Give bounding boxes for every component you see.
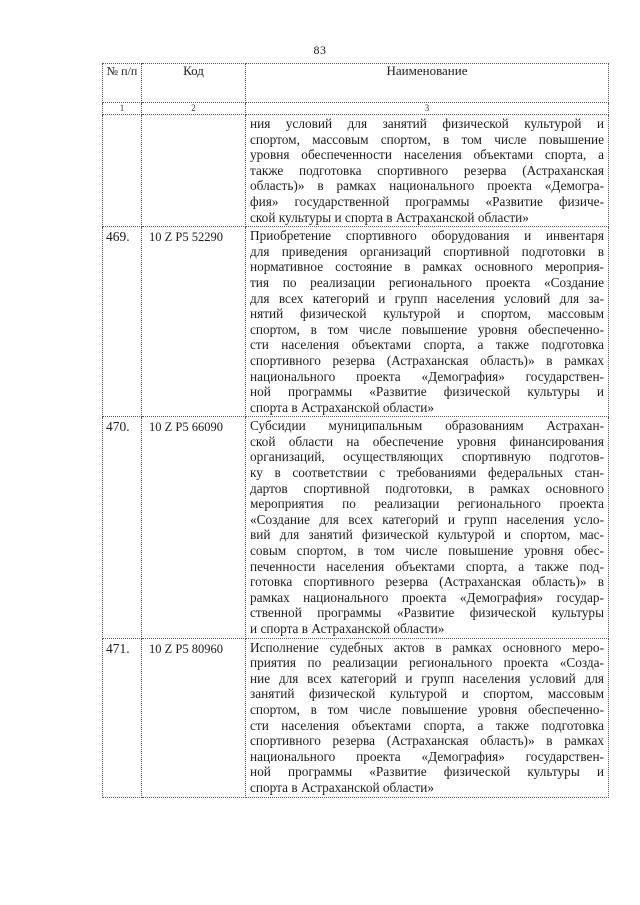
page-number: 83	[313, 43, 327, 57]
row-name-line: готовка спортивного резерва (Астраханская область)» в	[250, 574, 604, 590]
row-name-line: область)» в рамках национального проекта «Демогра-	[250, 178, 604, 194]
column-index-3: 3	[246, 103, 609, 115]
row-number: 471.	[103, 638, 142, 797]
row-name-line: вий для занятий физической культурой и спортом, мас-	[250, 527, 604, 543]
row-code: 10 Z P5 66090	[142, 417, 246, 638]
row-name	[246, 115, 609, 227]
header-name: Наименование	[246, 64, 609, 103]
row-name-line: спортом, в том числе повышение уровня обеспеченно-	[250, 701, 604, 717]
column-index-2: 2	[142, 103, 246, 115]
row-name-line: тия по реализации регионального проекта «Создание	[250, 274, 604, 290]
header-number: № п/п	[103, 64, 142, 103]
table-row	[103, 417, 609, 638]
table-row	[103, 638, 609, 797]
row-name-line: ной программы «Развитие физической культуры и	[250, 384, 604, 400]
row-name-line: спортом, в том числе повышение уровня обеспеченно-	[250, 321, 604, 337]
row-name-line: рамках национального проекта «Демография» государ-	[250, 589, 604, 605]
row-name-line: спорта в Астраханской области»	[250, 779, 435, 795]
row-name-line: Исполнение судебных актов в рамках основного меро-	[250, 639, 604, 655]
row-name-line: также подготовка спортивного резерва (Астраханская	[250, 162, 604, 178]
row-name-line: приятия по реализации регионального проекта «Созда-	[250, 655, 604, 671]
row-name-line: ние для всех категорий и групп населения условий для	[250, 670, 604, 686]
row-name-line: сти населения объектами спорта, а также подготовка	[250, 337, 604, 353]
row-code: 10 Z P5 80960	[142, 638, 246, 797]
row-name-line: занятий физической культурой и спортом, массовым	[250, 686, 604, 702]
row-name-line: ной программы «Развитие физической культуры и	[250, 764, 604, 780]
row-name-line: ской культуры и спорта в Астраханской области»	[250, 209, 529, 225]
column-index-row	[103, 103, 609, 115]
row-name	[246, 638, 609, 797]
row-name-line: спортивного резерва (Астраханская область)» в рамках	[250, 352, 604, 368]
row-name-line: дартов спортивной подготовки, в рамках основного	[250, 480, 604, 496]
row-number	[103, 115, 142, 227]
row-name-line: ственной программы «Развитие физической культуры	[250, 605, 604, 621]
budget-classification-table	[102, 63, 609, 798]
row-name-line: совым спортом, в том числе повышение уровня обес-	[250, 543, 604, 559]
header-code: Код	[142, 64, 246, 103]
row-name-line: нятий физической культурой и спортом, массовым	[250, 306, 604, 322]
row-name-line: спортом, массовым спортом, в том числе повышение	[250, 131, 604, 147]
row-name-line: национального проекта «Демография» государствен-	[250, 748, 604, 764]
table-row	[103, 115, 609, 227]
row-name-line: национального проекта «Демография» государствен-	[250, 368, 604, 384]
row-code: 10 Z P5 52290	[142, 227, 246, 417]
row-number: 470.	[103, 417, 142, 638]
row-name-line: сти населения объектами спорта, а также подготовка	[250, 717, 604, 733]
row-name-line: ку в соответствии с требованиями федеральных стан-	[250, 465, 604, 481]
column-index-1: 1	[103, 103, 142, 115]
row-name-line: и спорта в Астраханской области»	[250, 621, 445, 636]
row-name-line: «Создание для всех категорий и групп населения усло-	[250, 511, 604, 527]
row-name-line: Субсидии муниципальным образованиям Астрахан-	[250, 418, 604, 434]
row-name-line: ской области на обеспечение уровня финансирования	[250, 433, 604, 449]
row-name-line: мероприятия по реализации регионального проекта	[250, 496, 604, 512]
row-name	[246, 227, 609, 417]
row-name	[246, 417, 609, 638]
table-row	[103, 227, 609, 417]
row-name-line: для всех категорий и групп населения условий для за-	[250, 290, 604, 306]
row-code	[142, 115, 246, 227]
row-name-line: фия» государственной программы «Развитие физиче-	[250, 193, 604, 209]
row-name-line: для приведения организаций спортивной подготовки в	[250, 243, 604, 259]
row-name-line: спорта в Астраханской области»	[250, 399, 435, 415]
row-name-line: организаций, осуществляющих спортивную подготов-	[250, 449, 604, 465]
row-name-line: нормативное состояние в рамках основного мероприя-	[250, 259, 604, 275]
row-name-line: печенности населения объектами спорта, а также под-	[250, 558, 604, 574]
row-name-line: Приобретение спортивного оборудования и инвентаря	[250, 228, 604, 244]
row-name-line: уровня обеспеченности населения объектами спорта, а	[250, 147, 604, 163]
row-name-line: ния условий для занятий физической культурой и	[250, 116, 604, 131]
table-header-row	[103, 64, 609, 103]
row-name-line: спортивного резерва (Астраханская область)» в рамках	[250, 733, 604, 749]
row-number: 469.	[103, 227, 142, 417]
